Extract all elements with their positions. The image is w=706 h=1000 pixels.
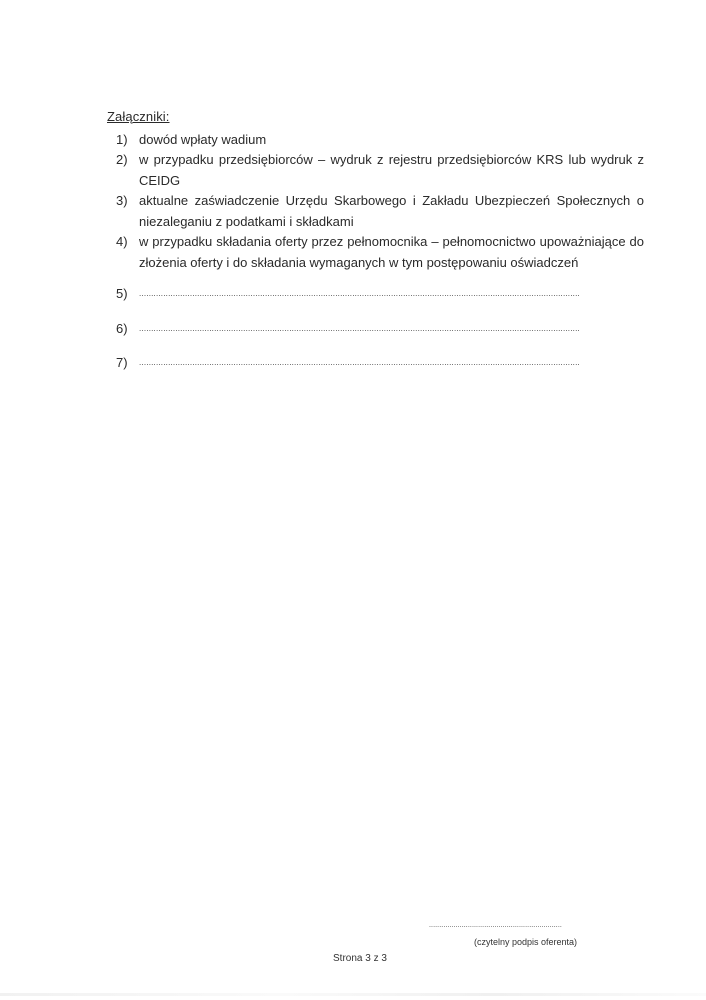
- attachment-number: 4): [116, 234, 128, 249]
- attachment-number: 1): [116, 132, 128, 147]
- page-number: Strona 3 z 3: [333, 953, 387, 964]
- attachment-blank-line: ......................................................................................................................................................................................: [139, 324, 580, 333]
- attachment-text: dowód wpłaty wadium: [139, 132, 267, 147]
- signature-line: .................................................................: [429, 922, 562, 929]
- attachment-number: 3): [116, 193, 128, 208]
- attachment-text: w przypadku składania oferty przez pełnomocnika – pełnomocnictwo upoważniające do złożenia oferty i do składania wymaganych w tym postępowaniu oświadczeń: [139, 234, 644, 270]
- signature-caption: (czytelny podpis oferenta): [474, 937, 578, 947]
- attachment-number: 2): [116, 152, 128, 167]
- attachments-heading: Załączniki:: [107, 109, 170, 124]
- attachment-number: 6): [116, 321, 128, 336]
- attachment-text: aktualne zaświadczenie Urzędu Skarbowego i Zakładu Ubezpieczeń Społecznych o niezaleganiu z podatkami i składkami: [139, 193, 644, 229]
- scan-edge-divider: [0, 993, 706, 996]
- attachment-number: 5): [116, 286, 128, 301]
- attachment-number: 7): [116, 355, 128, 370]
- attachment-text: w przypadku przedsiębiorców – wydruk z rejestru przedsiębiorców KRS lub wydruk z CEIDG: [139, 152, 644, 188]
- attachment-blank-line: ......................................................................................................................................................................................: [139, 289, 580, 298]
- attachment-blank-line: ......................................................................................................................................................................................: [139, 358, 580, 367]
